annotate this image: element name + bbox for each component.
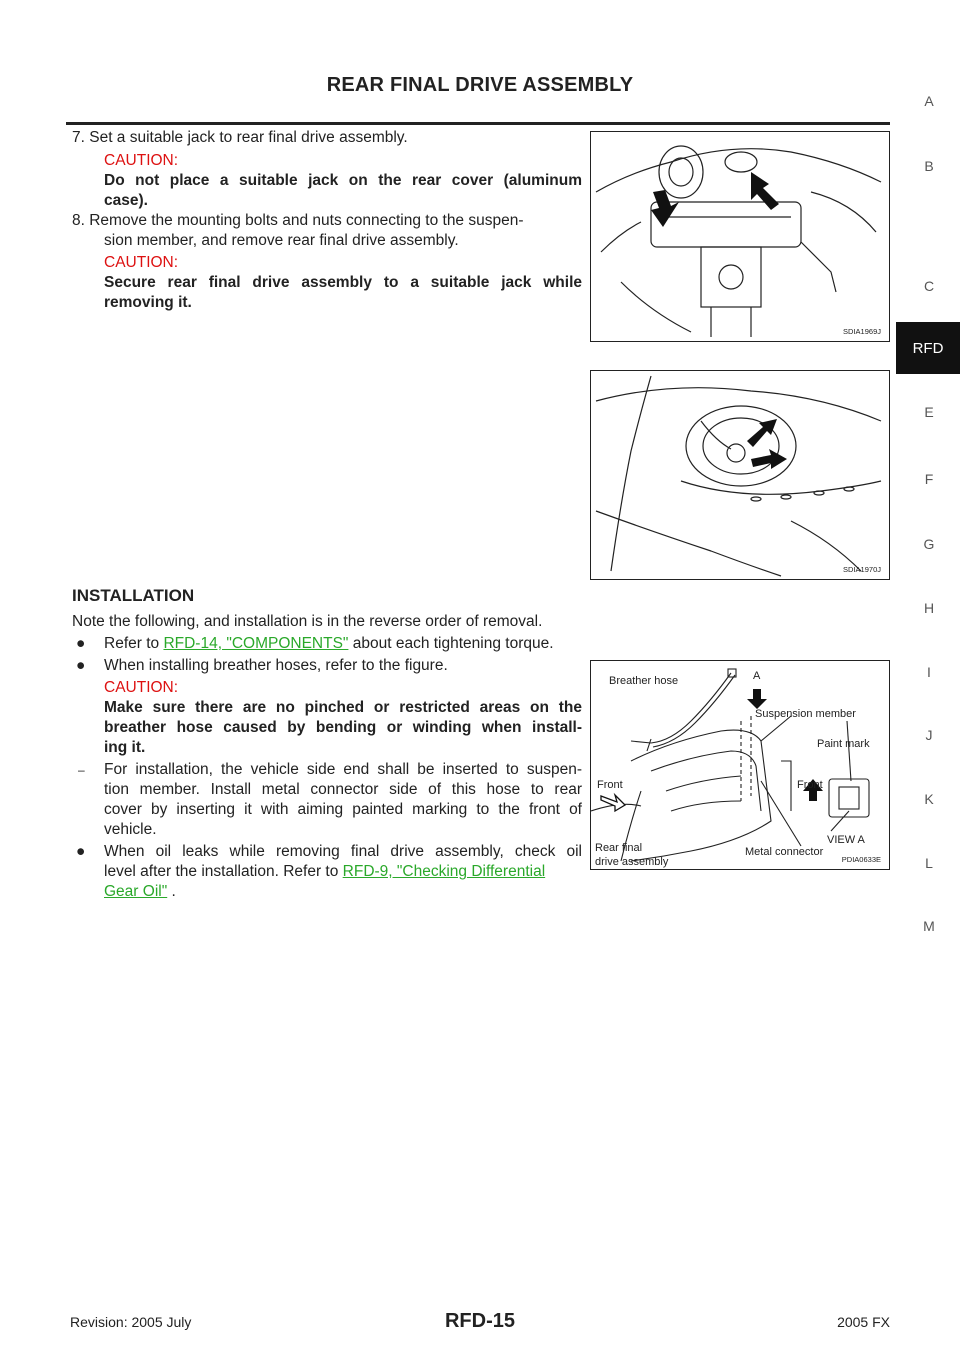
figure-3-id: PDIA0633E xyxy=(841,855,881,864)
checking-gear-oil-link-cont[interactable]: Gear Oil" xyxy=(104,883,168,900)
figure-jack-placement xyxy=(590,131,890,342)
sidebar-letter-h[interactable]: H xyxy=(923,600,935,616)
components-link[interactable]: RFD-14, "COMPONENTS" xyxy=(163,635,349,652)
install-caution-line2: breather hose caused by bending or winding when install- xyxy=(104,719,582,736)
sidebar-letter-m[interactable]: M xyxy=(923,918,935,934)
bullet-3-post: . xyxy=(167,883,176,900)
install-caution-line3: ing it. xyxy=(104,739,146,756)
bullet-2: When installing breather hoses, refer to the figure. xyxy=(104,657,448,674)
label-a: A xyxy=(753,670,761,682)
figure-2-id: SDIA1970J xyxy=(843,565,881,574)
bullet-1-post: about each tightening torque. xyxy=(348,635,554,652)
step-8-caution-line2: removing it. xyxy=(104,294,192,311)
sidebar-letter-k[interactable]: K xyxy=(924,791,934,807)
label-view-a: VIEW A xyxy=(827,834,865,846)
sidebar-letter-f[interactable]: F xyxy=(924,471,934,487)
step-8-caution-line1: Secure rear final drive assembly to a suitable jack while xyxy=(104,274,582,291)
arrow-left-icon xyxy=(651,190,679,227)
bullet-3-line2 xyxy=(104,862,545,882)
step-8-caution-label: CAUTION: xyxy=(104,254,179,271)
dash-line2: tion member. Install metal connector side of this hose to rear xyxy=(104,781,582,798)
sidebar-letter-e[interactable]: E xyxy=(924,404,934,420)
bullet-3-marker: ● xyxy=(76,843,86,860)
checking-gear-oil-link[interactable]: RFD-9, "Checking Differential xyxy=(342,863,546,880)
figure-mounting-bolts-drawing xyxy=(591,371,888,578)
sidebar-letter-i[interactable]: I xyxy=(927,664,931,680)
header-rule xyxy=(66,122,890,125)
step-8-line1: 8. Remove the mounting bolts and nuts connecting to the suspen- xyxy=(72,212,524,229)
dash-line1: For installation, the vehicle side end shall be inserted to suspen- xyxy=(104,761,582,778)
label-suspension-member: Suspension member xyxy=(755,708,856,720)
bullet-2-marker: ● xyxy=(76,657,86,674)
dash-line4: vehicle. xyxy=(104,821,157,838)
label-rear-final-1: Rear final xyxy=(595,842,643,854)
install-caution-label: CAUTION: xyxy=(104,679,179,696)
bullet-3-pre: level after the installation. Refer to xyxy=(104,863,343,880)
figure-1-id: SDIA1969J xyxy=(843,327,881,336)
sidebar-letter-g[interactable]: G xyxy=(923,536,935,552)
step-8-line2: sion member, and remove rear final drive assembly. xyxy=(104,232,459,249)
sidebar-letter-b[interactable]: B xyxy=(924,158,934,174)
step-7-caution-line1: Do not place a suitable jack on the rear cover (aluminum xyxy=(104,172,582,189)
dash-line3: cover by inserting it with aiming painted marking to the front of xyxy=(104,801,582,818)
bullet-1-pre: Refer to xyxy=(104,635,164,652)
installation-intro: Note the following, and installation is in the reverse order of removal. xyxy=(72,613,543,630)
figure-breather-hose xyxy=(590,660,890,870)
bullet-3-line1: When oil leaks while removing final drive assembly, check oil xyxy=(104,843,582,860)
footer-revision: Revision: 2005 July xyxy=(70,1314,192,1330)
arrow-upper-icon xyxy=(747,419,777,447)
label-metal-connector: Metal connector xyxy=(745,846,824,858)
sidebar-letter-j[interactable]: J xyxy=(925,727,933,743)
step-7-caution-line2: case). xyxy=(104,192,148,209)
footer-page-number: RFD-15 xyxy=(444,1310,515,1332)
figure-jack-placement-drawing xyxy=(591,132,888,340)
figure-mounting-bolts xyxy=(590,370,890,580)
arrow-right-icon xyxy=(751,172,779,210)
install-caution-line1: Make sure there are no pinched or restricted areas on the xyxy=(104,699,582,716)
label-breather-hose: Breather hose xyxy=(609,675,679,687)
label-paint-mark: Paint mark xyxy=(817,738,870,750)
bullet-1-marker: ● xyxy=(76,635,86,652)
sidebar-letter-a[interactable]: A xyxy=(924,93,934,109)
footer-model: 2005 FX xyxy=(837,1314,890,1330)
front-arrow-left-icon xyxy=(601,795,625,811)
page-title: REAR FINAL DRIVE ASSEMBLY xyxy=(326,74,634,96)
sidebar-tab-rfd[interactable]: RFD xyxy=(896,322,960,374)
bullet-3-line3 xyxy=(104,882,176,902)
installation-heading: INSTALLATION xyxy=(72,586,195,605)
view-a-arrow-icon xyxy=(747,689,767,709)
sidebar-letter-c[interactable]: C xyxy=(923,278,935,294)
step-7-caution-label: CAUTION: xyxy=(104,152,179,169)
label-front-right: Front xyxy=(797,779,823,791)
figure-breather-hose-drawing xyxy=(591,661,888,868)
dash-marker: – xyxy=(78,763,85,777)
label-front-left: Front xyxy=(597,779,623,791)
sidebar-letter-l[interactable]: L xyxy=(925,855,933,871)
step-7-text: 7. Set a suitable jack to rear final drive assembly. xyxy=(72,129,408,146)
bullet-1 xyxy=(104,634,554,654)
label-rear-final-2: drive assembly xyxy=(595,856,669,868)
arrow-lower-icon xyxy=(751,449,787,469)
